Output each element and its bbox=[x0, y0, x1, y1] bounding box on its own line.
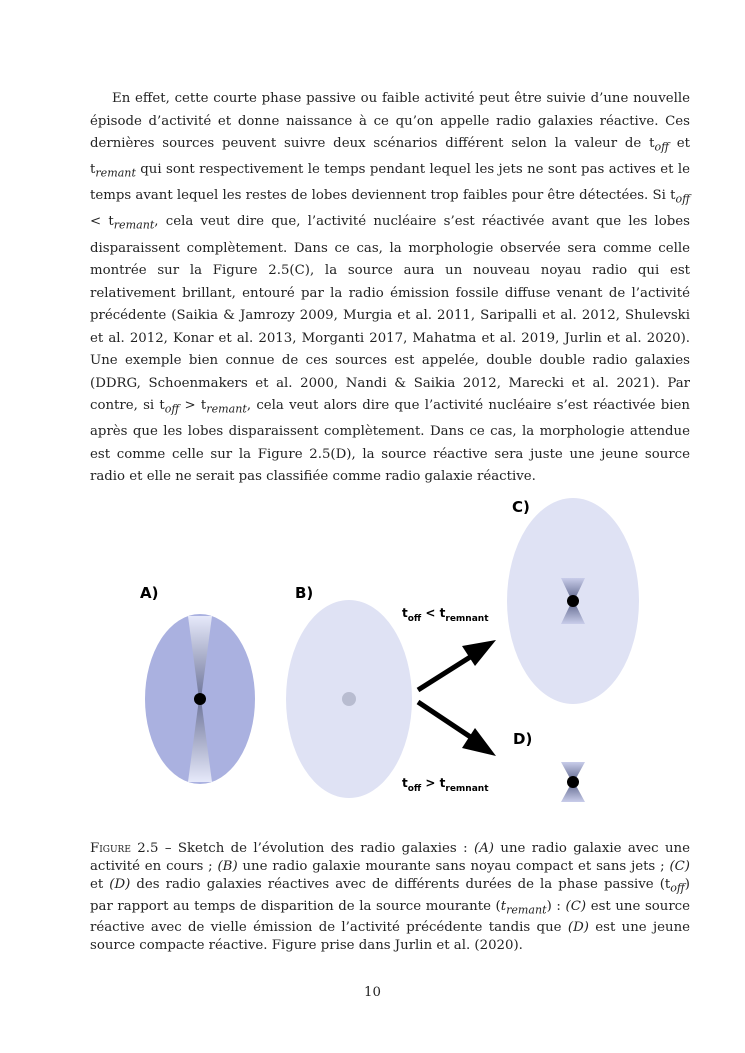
arrow-bottom-op: > t bbox=[421, 776, 446, 790]
arrow-top-sub-off: off bbox=[407, 614, 422, 624]
arrow-bottom-t: t bbox=[402, 776, 408, 790]
arrow-label-bottom bbox=[402, 776, 489, 794]
caption-ref-c: (C) bbox=[565, 898, 587, 914]
text-run: , cela veut dire que, l’activité nucléaire s’est réactivée avant que les lobes disparaissent complètement. Dans ce cas, la morphologie observée sera comme celle montrée sur la Figure 2.5(C), la source aura un nouveau noyau radio qui est relativement brillant, entouré par la radio émission fossile diffuse venant de l’activité précédente (Saikia & Jamrozy 2009, Murgia et al. 2011, Saripalli et al. 2012, Shulevski et al. 2012, Konar et al. 2013, Morganti 2017, Mahatma et al. 2019, Jurlin et al. 2020). Une exemple bien connue de ces sources est appelée, double double radio galaxies (DDRG, Schoenmakers et al. 2000, Nandi & Saikia 2012, Marecki et al. 2021). Par contre, si t bbox=[90, 214, 690, 414]
figure-2-5 bbox=[90, 490, 690, 820]
text-run: des radio galaxies réactives avec de différents durées de la phase passive (t bbox=[130, 877, 671, 892]
subscript-remant: remant bbox=[95, 166, 136, 180]
text-run: ) : bbox=[546, 898, 566, 914]
arrow-down-shaft bbox=[418, 702, 475, 740]
text-run: , cela veut alors dire que l’activité nucléaire s’est réactivée bien après que les lobes disparaissent complètement. Dans ce cas, la morphologie attendue est comme celle sur la Figure 2.5(D), la source réactive sera juste une jeune source radio et elle ne serait pas classifiée comme radio galaxie réactive. bbox=[90, 398, 690, 485]
caption-t: t bbox=[500, 898, 507, 914]
arrow-top-op: < t bbox=[421, 606, 446, 620]
caption-label: Figure 2.5 bbox=[90, 841, 159, 856]
text-run: > t bbox=[179, 398, 207, 414]
label-b: B) bbox=[295, 584, 314, 602]
text-run: ) par rapport au temps de disparition de la source mourante ( bbox=[90, 877, 690, 914]
label-d: D) bbox=[513, 730, 533, 748]
arrow-bottom-sub-off: off bbox=[407, 784, 422, 794]
arrow-top-t: t bbox=[402, 606, 408, 620]
body-paragraph bbox=[90, 88, 690, 489]
text-run: est une jeune source compacte réactive. Figure prise dans Jurlin et al. (2020). bbox=[90, 920, 691, 954]
text-run: une radio galaxie avec une activité en cours ; bbox=[90, 841, 690, 874]
core-c bbox=[567, 595, 579, 607]
page-number: 10 bbox=[364, 985, 381, 1000]
text-run: < t bbox=[90, 214, 114, 230]
label-a: A) bbox=[140, 584, 159, 602]
arrow-top-sub-remnant: remnant bbox=[445, 614, 489, 624]
label-c: C) bbox=[512, 498, 530, 516]
text-run: – Sketch de l’évolution des radio galaxies : bbox=[158, 841, 475, 856]
arrow-bottom-sub-remnant: remnant bbox=[445, 784, 489, 794]
arrow-up-shaft bbox=[418, 654, 475, 690]
caption-ref-a: (A) bbox=[474, 841, 494, 856]
text-run: une radio galaxie mourante sans noyau compact et sans jets ; bbox=[237, 859, 670, 874]
figure-sketch bbox=[90, 490, 690, 820]
caption-ref-b: (B) bbox=[217, 859, 238, 874]
subscript-off: off bbox=[675, 192, 690, 206]
caption-ref-c: (C) bbox=[669, 859, 690, 874]
text-run: et t bbox=[90, 136, 690, 178]
subscript-off: off bbox=[164, 402, 180, 416]
dim-core-b bbox=[342, 692, 356, 706]
figure-caption bbox=[90, 840, 690, 955]
subscript-remant: remant bbox=[506, 903, 547, 917]
text-run: En effet, cette courte phase passive ou faible activité peut être suivie d’une nouvelle épisode d’activité et donne naissance à ce qu’on appelle radio galaxies réactive. Ces dernières sources peuvent suivre deux scénarios différent selon la valeur de t bbox=[90, 91, 690, 151]
core-d bbox=[567, 776, 579, 788]
arrow-up-head bbox=[462, 640, 496, 666]
subscript-remant: remant bbox=[113, 219, 155, 233]
text-run: est une source réactive avec de vielle émission de l’activité précédente tandis que bbox=[90, 898, 691, 936]
paragraph-text bbox=[90, 88, 690, 489]
arrow-label-top bbox=[402, 606, 489, 624]
caption-ref-d: (D) bbox=[567, 920, 589, 936]
text-run: et bbox=[90, 877, 110, 892]
core-a bbox=[194, 693, 206, 705]
text-run: qui sont respectivement le temps pendant lequel les jets ne sont pas actives et le temps avant lequel les restes de lobes deviennent trop faibles pour être détectées. Si t bbox=[90, 162, 690, 204]
subscript-remant: remant bbox=[206, 402, 247, 416]
subscript-off: off bbox=[654, 140, 669, 154]
subscript-off: off bbox=[670, 881, 685, 895]
caption-ref-d: (D) bbox=[109, 877, 131, 892]
